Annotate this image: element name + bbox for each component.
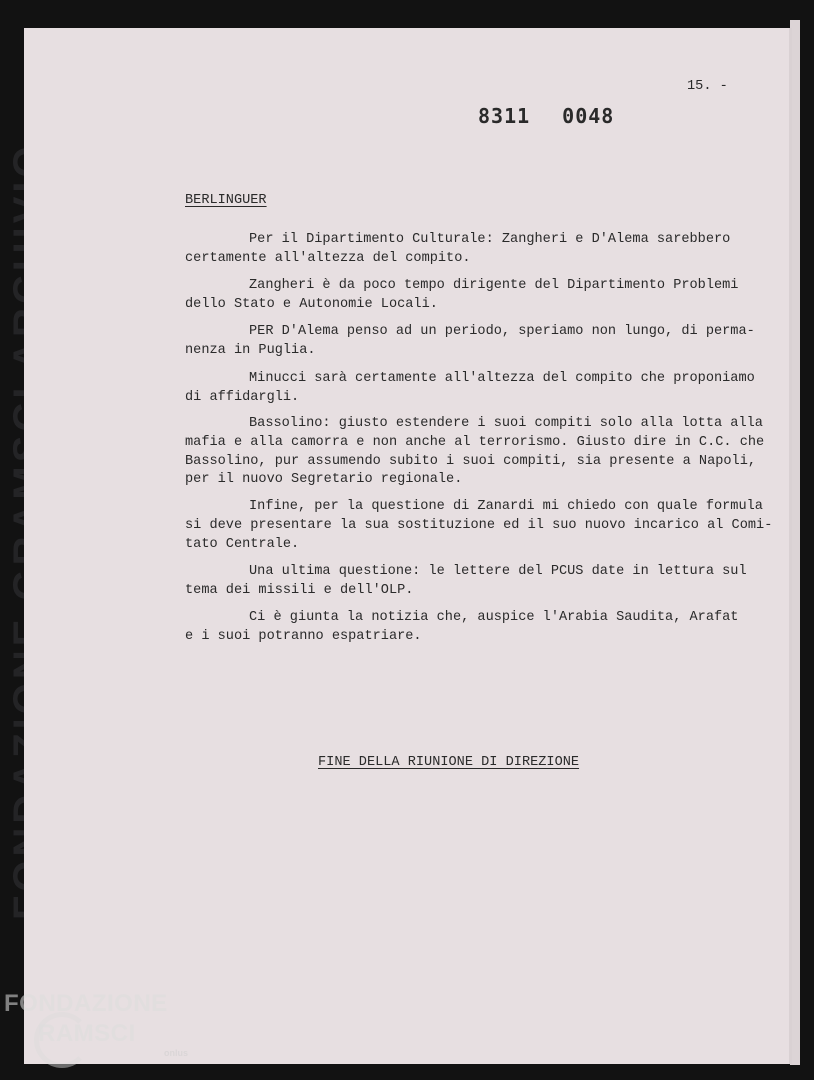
paragraph [185, 609, 755, 647]
paragraph [185, 498, 773, 554]
paragraph-line: Una ultima questione: le lettere del PCUS date in lettura sul [249, 564, 747, 579]
paragraph-line: Ci è giunta la notizia che, auspice l'Arabia Saudita, Arafat [249, 610, 739, 625]
paragraph-line: dello Stato e Autonomie Locali. [185, 296, 438, 312]
paragraph [185, 563, 755, 601]
paragraph-line: per il nuovo Segretario regionale. [185, 472, 463, 488]
paragraph-line: tato Centrale. [185, 536, 300, 552]
paragraph [185, 415, 765, 490]
paragraph-line: Bassolino: giusto estendere i suoi compiti solo alla lotta alla [249, 416, 763, 431]
paragraph [185, 370, 755, 408]
paragraph-line: Minucci sarà certamente all'altezza del compito che proponiamo [249, 371, 755, 386]
logo-line-1: FONDAZIONE [4, 990, 168, 1017]
closing-heading: FINE DELLA RIUNIONE DI DIREZIONE [318, 755, 580, 770]
paragraph-line: Zangheri è da poco tempo dirigente del Dipartimento Problemi [249, 278, 739, 293]
paragraph-line: Infine, per la questione di Zanardi mi chiedo con quale formula [249, 499, 763, 514]
paragraph-line: e i suoi potranno espatriare. [185, 628, 422, 644]
paragraph-line: Per il Dipartimento Culturale: Zangheri e D'Alema sarebbero [249, 232, 731, 247]
logo-line-3: onlus [164, 1048, 188, 1058]
archive-stamp-code [478, 104, 614, 128]
paragraph [185, 231, 755, 269]
watermark-logo [4, 990, 204, 1070]
paragraph-line: si deve presentare la sua sostituzione ed il suo nuovo incarico al Comi- [185, 517, 773, 533]
paragraph-line: certamente all'altezza del compito. [185, 250, 471, 266]
page-number: 15. - [687, 79, 728, 94]
logo-line-2: RAMSCI [38, 1020, 136, 1047]
paragraph [185, 277, 755, 315]
paragraph-line: Bassolino, pur assumendo subito i suoi compiti, sia presente a Napoli, [185, 453, 757, 469]
archive-code-part: 0048 [562, 104, 615, 128]
paragraph [185, 323, 755, 361]
paragraph-line: nenza in Puglia. [185, 342, 316, 358]
archive-code-part: 8311 [478, 104, 531, 128]
paragraph-line: mafia e alla camorra e non anche al terrorismo. Giusto dire in C.C. che [185, 434, 765, 450]
paragraph-line: tema dei missili e dell'OLP. [185, 582, 414, 598]
paragraph-line: PER D'Alema penso ad un periodo, speriamo non lungo, di perma- [249, 324, 755, 339]
speaker-heading: BERLINGUER [185, 193, 267, 208]
paragraph-line: di affidargli. [185, 389, 300, 405]
